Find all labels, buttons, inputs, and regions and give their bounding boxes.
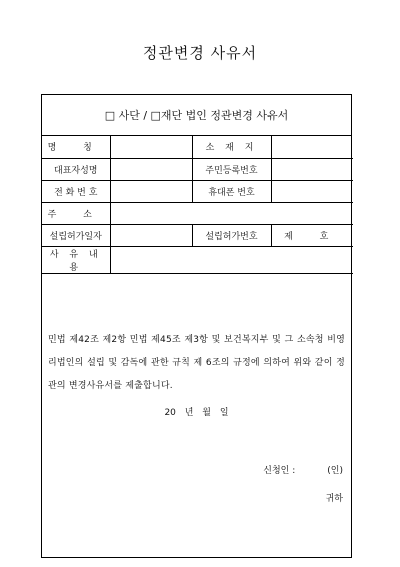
statement-text: 민법 제42조 제2항 민법 제45조 제3항 및 보건복지부 및 그 소속청 비영리법인의 설립 및 감독에 관한 규칙 제 6조의 규정에 의하여 위와 같이 정관의 변경사유서를 제출합니다.: [48, 335, 345, 391]
label-location: 소 재 지: [192, 136, 271, 158]
field-address[interactable]: [110, 202, 353, 224]
change-reason-form: [41, 94, 352, 558]
document-title: 정관변경 사유서: [142, 44, 258, 62]
field-phone[interactable]: [110, 180, 192, 202]
label-address: 주 소: [42, 202, 110, 224]
applicant-line: [263, 463, 343, 476]
seal-mark: (인): [327, 466, 343, 476]
row-name: [42, 136, 353, 158]
field-permit-number[interactable]: 제 호: [271, 224, 353, 246]
label-resident-number: 주민등록번호: [192, 158, 271, 180]
field-resident-number[interactable]: [271, 158, 353, 180]
field-location[interactable]: [271, 136, 353, 158]
date-line: 20 년 월 일: [164, 408, 229, 418]
form-header: □ 사단 / □재단 법인 정관변경 사유서: [42, 95, 351, 136]
label-permit-number: 설립허가번호: [192, 224, 271, 246]
field-representative[interactable]: [110, 158, 192, 180]
row-address: [42, 202, 353, 224]
field-reason[interactable]: [110, 246, 353, 273]
label-representative: 대표자성명: [42, 158, 110, 180]
label-permit-date: 설립허가일자: [42, 224, 110, 246]
label-mobile: 휴대폰 번호: [192, 180, 271, 202]
recipient-suffix: 귀하: [325, 494, 343, 504]
label-name: 명 칭: [42, 136, 110, 158]
label-phone: 전 화 번 호: [42, 180, 110, 202]
field-permit-date[interactable]: [110, 224, 192, 246]
row-reason: [42, 246, 353, 273]
label-reason: 사 유 내 용: [42, 246, 110, 273]
row-representative: [42, 158, 353, 180]
field-mobile[interactable]: [271, 180, 353, 202]
row-phone: [42, 180, 353, 202]
field-name[interactable]: [110, 136, 192, 158]
applicant-label: 신청인 :: [263, 466, 296, 476]
form-fields-table: [42, 136, 353, 274]
row-permit: [42, 224, 353, 246]
